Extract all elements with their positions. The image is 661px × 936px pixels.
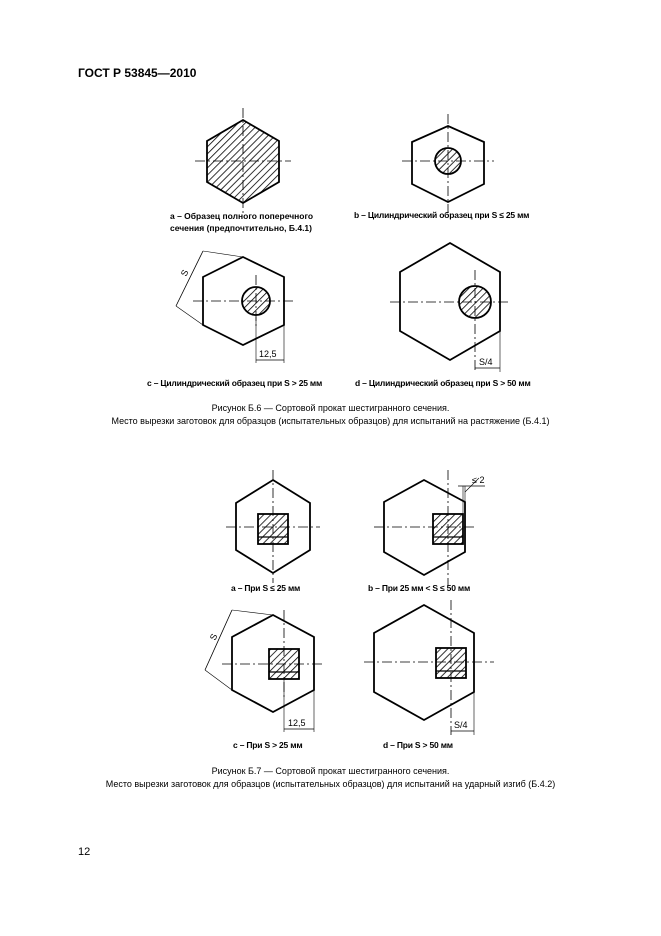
fig6-a-drawing: [195, 108, 291, 215]
fig7-caption-d: d – При S > 50 мм: [383, 740, 453, 750]
fig6-caption-c: c – Цилиндрический образец при S > 25 мм: [147, 378, 323, 388]
fig6-d-dim-offset: S/4: [479, 357, 493, 367]
fig6-caption-a: a – Образец полного поперечного сечения (предпочтительно, Б.4.1): [170, 211, 314, 233]
fig6-c-dim-offset: 12,5: [259, 349, 277, 359]
fig7-a-drawing: [226, 470, 320, 583]
fig6-title: Рисунок Б.6 — Сортовой прокат шестигранного сечения.: [211, 403, 450, 413]
fig6-d-drawing: [390, 243, 510, 372]
fig7-c-dim-offset: 12,5: [288, 718, 306, 728]
fig7-b-drawing: [374, 470, 485, 585]
fig7-caption-c: c – При S > 25 мм: [233, 740, 303, 750]
page-number: 12: [78, 846, 91, 858]
fig7-caption-b: b – При 25 мм < S ≤ 50 мм: [368, 583, 471, 593]
fig7-c-drawing: [205, 610, 324, 732]
fig6-c-dim-s: S: [178, 268, 191, 278]
fig7-caption-a: a – При S ≤ 25 мм: [231, 583, 301, 593]
fig7-b-dim-offset: ≤ 2: [472, 475, 485, 485]
fig7-title: Рисунок Б.7 — Сортовой прокат шестигранного сечения.: [211, 766, 450, 776]
fig6-c-drawing: [176, 251, 294, 363]
document-header: ГОСТ Р 53845—2010: [78, 66, 197, 80]
fig7-c-dim-s: S: [207, 632, 220, 642]
fig7-d-drawing: [364, 600, 494, 735]
fig6-subtitle: Место вырезки заготовок для образцов (испытательных образцов) для испытаний на растяжение (Б.4.1): [111, 416, 550, 426]
fig7-subtitle: Место вырезки заготовок для образцов (испытательных образцов) для испытаний на ударный изгиб (Б.4.2): [105, 779, 556, 789]
fig6-b-drawing: [402, 114, 494, 212]
fig7-d-dim-offset: S/4: [454, 720, 468, 730]
fig6-caption-b: b – Цилиндрический образец при S ≤ 25 мм: [354, 210, 530, 220]
fig6-caption-d: d – Цилиндрический образец при S > 50 мм: [355, 378, 531, 388]
